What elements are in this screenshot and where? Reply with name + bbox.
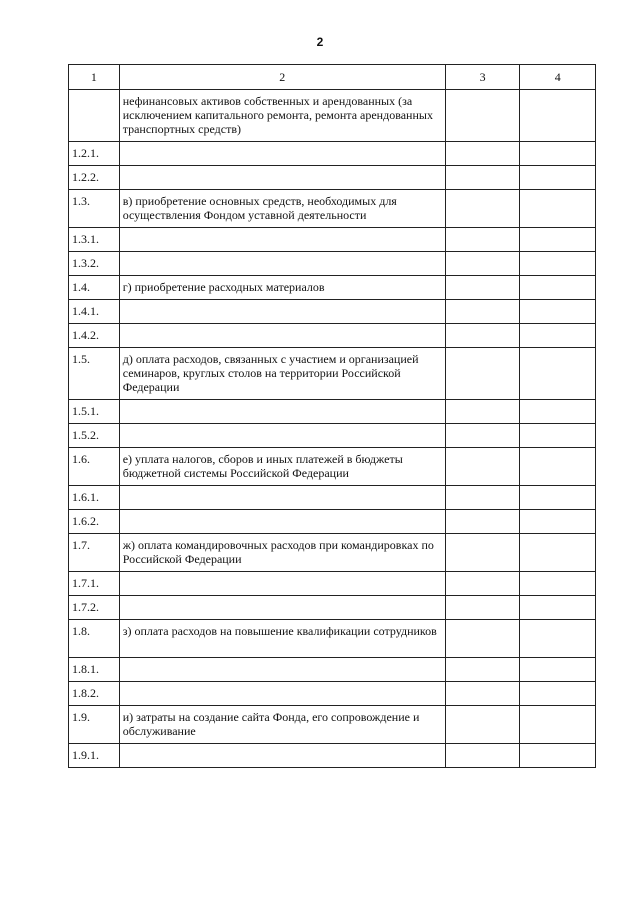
row-column-4-cell bbox=[520, 142, 596, 166]
row-column-3-cell bbox=[445, 744, 520, 768]
row-description-cell bbox=[119, 486, 445, 510]
row-column-4-cell bbox=[520, 682, 596, 706]
row-column-4-cell bbox=[520, 744, 596, 768]
row-column-4-cell bbox=[520, 276, 596, 300]
row-column-3-cell bbox=[445, 400, 520, 424]
row-description-cell bbox=[119, 142, 445, 166]
row-description-cell bbox=[119, 596, 445, 620]
row-column-4-cell bbox=[520, 706, 596, 744]
table-row bbox=[69, 276, 596, 300]
row-number-cell: 1.7.2. bbox=[69, 596, 120, 620]
row-column-3-cell bbox=[445, 510, 520, 534]
table-row bbox=[69, 744, 596, 768]
row-number-cell: 1.6.1. bbox=[69, 486, 120, 510]
table-row bbox=[69, 658, 596, 682]
table-row bbox=[69, 486, 596, 510]
table-header-row bbox=[69, 65, 596, 90]
row-number-cell: 1.4.2. bbox=[69, 324, 120, 348]
row-column-3-cell bbox=[445, 706, 520, 744]
row-column-3-cell bbox=[445, 300, 520, 324]
row-column-3-cell bbox=[445, 348, 520, 400]
row-description-cell bbox=[119, 658, 445, 682]
row-column-4-cell bbox=[520, 572, 596, 596]
table-row bbox=[69, 534, 596, 572]
row-column-4-cell bbox=[520, 90, 596, 142]
row-column-4-cell bbox=[520, 534, 596, 572]
column-header-3: 3 bbox=[445, 65, 520, 90]
row-column-4-cell bbox=[520, 510, 596, 534]
table-row bbox=[69, 706, 596, 744]
row-column-3-cell bbox=[445, 620, 520, 658]
table-body bbox=[69, 65, 596, 768]
row-description-cell bbox=[119, 400, 445, 424]
row-column-3-cell bbox=[445, 658, 520, 682]
row-number-cell: 1.4. bbox=[69, 276, 120, 300]
row-column-4-cell bbox=[520, 252, 596, 276]
column-header-2: 2 bbox=[119, 65, 445, 90]
row-description-cell: в) приобретение основных средств, необходимых для осуществления Фондом уставной деятельности bbox=[119, 190, 445, 228]
row-column-3-cell bbox=[445, 166, 520, 190]
row-number-cell bbox=[69, 90, 120, 142]
row-column-3-cell bbox=[445, 228, 520, 252]
row-number-cell: 1.7.1. bbox=[69, 572, 120, 596]
expense-table bbox=[68, 64, 596, 768]
row-column-4-cell bbox=[520, 166, 596, 190]
table-row bbox=[69, 348, 596, 400]
table-row bbox=[69, 682, 596, 706]
table-row bbox=[69, 142, 596, 166]
row-description-cell bbox=[119, 324, 445, 348]
row-column-3-cell bbox=[445, 486, 520, 510]
row-column-3-cell bbox=[445, 572, 520, 596]
row-column-3-cell bbox=[445, 682, 520, 706]
row-column-3-cell bbox=[445, 596, 520, 620]
row-number-cell: 1.8.1. bbox=[69, 658, 120, 682]
row-column-4-cell bbox=[520, 190, 596, 228]
row-description-cell: нефинансовых активов собственных и арендованных (за исключением капитального ремонта, ремонта арендованных транспортных средств) bbox=[119, 90, 445, 142]
table-row bbox=[69, 166, 596, 190]
row-column-4-cell bbox=[520, 448, 596, 486]
row-column-4-cell bbox=[520, 658, 596, 682]
row-column-3-cell bbox=[445, 190, 520, 228]
row-column-4-cell bbox=[520, 424, 596, 448]
row-description-cell bbox=[119, 228, 445, 252]
row-description-cell bbox=[119, 572, 445, 596]
row-description-cell bbox=[119, 252, 445, 276]
row-number-cell: 1.4.1. bbox=[69, 300, 120, 324]
row-column-3-cell bbox=[445, 142, 520, 166]
table-row bbox=[69, 572, 596, 596]
row-description-cell bbox=[119, 300, 445, 324]
row-column-4-cell bbox=[520, 400, 596, 424]
table-row bbox=[69, 400, 596, 424]
table-row bbox=[69, 190, 596, 228]
table-row bbox=[69, 300, 596, 324]
row-description-cell: е) уплата налогов, сборов и иных платежей в бюджеты бюджетной системы Российской Федерации bbox=[119, 448, 445, 486]
row-description-cell: ж) оплата командировочных расходов при командировках по Российской Федерации bbox=[119, 534, 445, 572]
row-number-cell: 1.9.1. bbox=[69, 744, 120, 768]
table-row bbox=[69, 228, 596, 252]
row-description-cell: и) затраты на создание сайта Фонда, его сопровождение и обслуживание bbox=[119, 706, 445, 744]
row-number-cell: 1.3.1. bbox=[69, 228, 120, 252]
row-description-cell: д) оплата расходов, связанных с участием и организацией семинаров, круглых столов на территории Российской Федерации bbox=[119, 348, 445, 400]
column-header-1: 1 bbox=[69, 65, 120, 90]
column-header-4: 4 bbox=[520, 65, 596, 90]
row-column-4-cell bbox=[520, 324, 596, 348]
row-number-cell: 1.8. bbox=[69, 620, 120, 658]
row-description-cell bbox=[119, 510, 445, 534]
row-number-cell: 1.5.1. bbox=[69, 400, 120, 424]
row-description-cell bbox=[119, 424, 445, 448]
row-column-3-cell bbox=[445, 90, 520, 142]
row-number-cell: 1.6.2. bbox=[69, 510, 120, 534]
row-column-3-cell bbox=[445, 448, 520, 486]
row-number-cell: 1.3.2. bbox=[69, 252, 120, 276]
row-column-4-cell bbox=[520, 620, 596, 658]
row-description-cell bbox=[119, 166, 445, 190]
row-column-3-cell bbox=[445, 424, 520, 448]
row-column-3-cell bbox=[445, 276, 520, 300]
table-row bbox=[69, 252, 596, 276]
row-number-cell: 1.6. bbox=[69, 448, 120, 486]
row-column-4-cell bbox=[520, 348, 596, 400]
row-column-4-cell bbox=[520, 228, 596, 252]
row-number-cell: 1.5. bbox=[69, 348, 120, 400]
row-column-4-cell bbox=[520, 486, 596, 510]
table-row bbox=[69, 620, 596, 658]
table-row bbox=[69, 510, 596, 534]
row-column-3-cell bbox=[445, 534, 520, 572]
row-number-cell: 1.5.2. bbox=[69, 424, 120, 448]
table-row bbox=[69, 90, 596, 142]
row-description-cell: з) оплата расходов на повышение квалификации сотрудников bbox=[119, 620, 445, 658]
table-row bbox=[69, 448, 596, 486]
page-number: 2 bbox=[316, 35, 324, 49]
row-description-cell bbox=[119, 682, 445, 706]
row-description-cell bbox=[119, 744, 445, 768]
table-row bbox=[69, 324, 596, 348]
row-number-cell: 1.9. bbox=[69, 706, 120, 744]
table-row bbox=[69, 596, 596, 620]
row-number-cell: 1.2.2. bbox=[69, 166, 120, 190]
row-column-3-cell bbox=[445, 252, 520, 276]
row-column-3-cell bbox=[445, 324, 520, 348]
table-row bbox=[69, 424, 596, 448]
row-number-cell: 1.2.1. bbox=[69, 142, 120, 166]
row-description-cell: г) приобретение расходных материалов bbox=[119, 276, 445, 300]
row-number-cell: 1.3. bbox=[69, 190, 120, 228]
row-column-4-cell bbox=[520, 596, 596, 620]
row-number-cell: 1.8.2. bbox=[69, 682, 120, 706]
row-column-4-cell bbox=[520, 300, 596, 324]
row-number-cell: 1.7. bbox=[69, 534, 120, 572]
